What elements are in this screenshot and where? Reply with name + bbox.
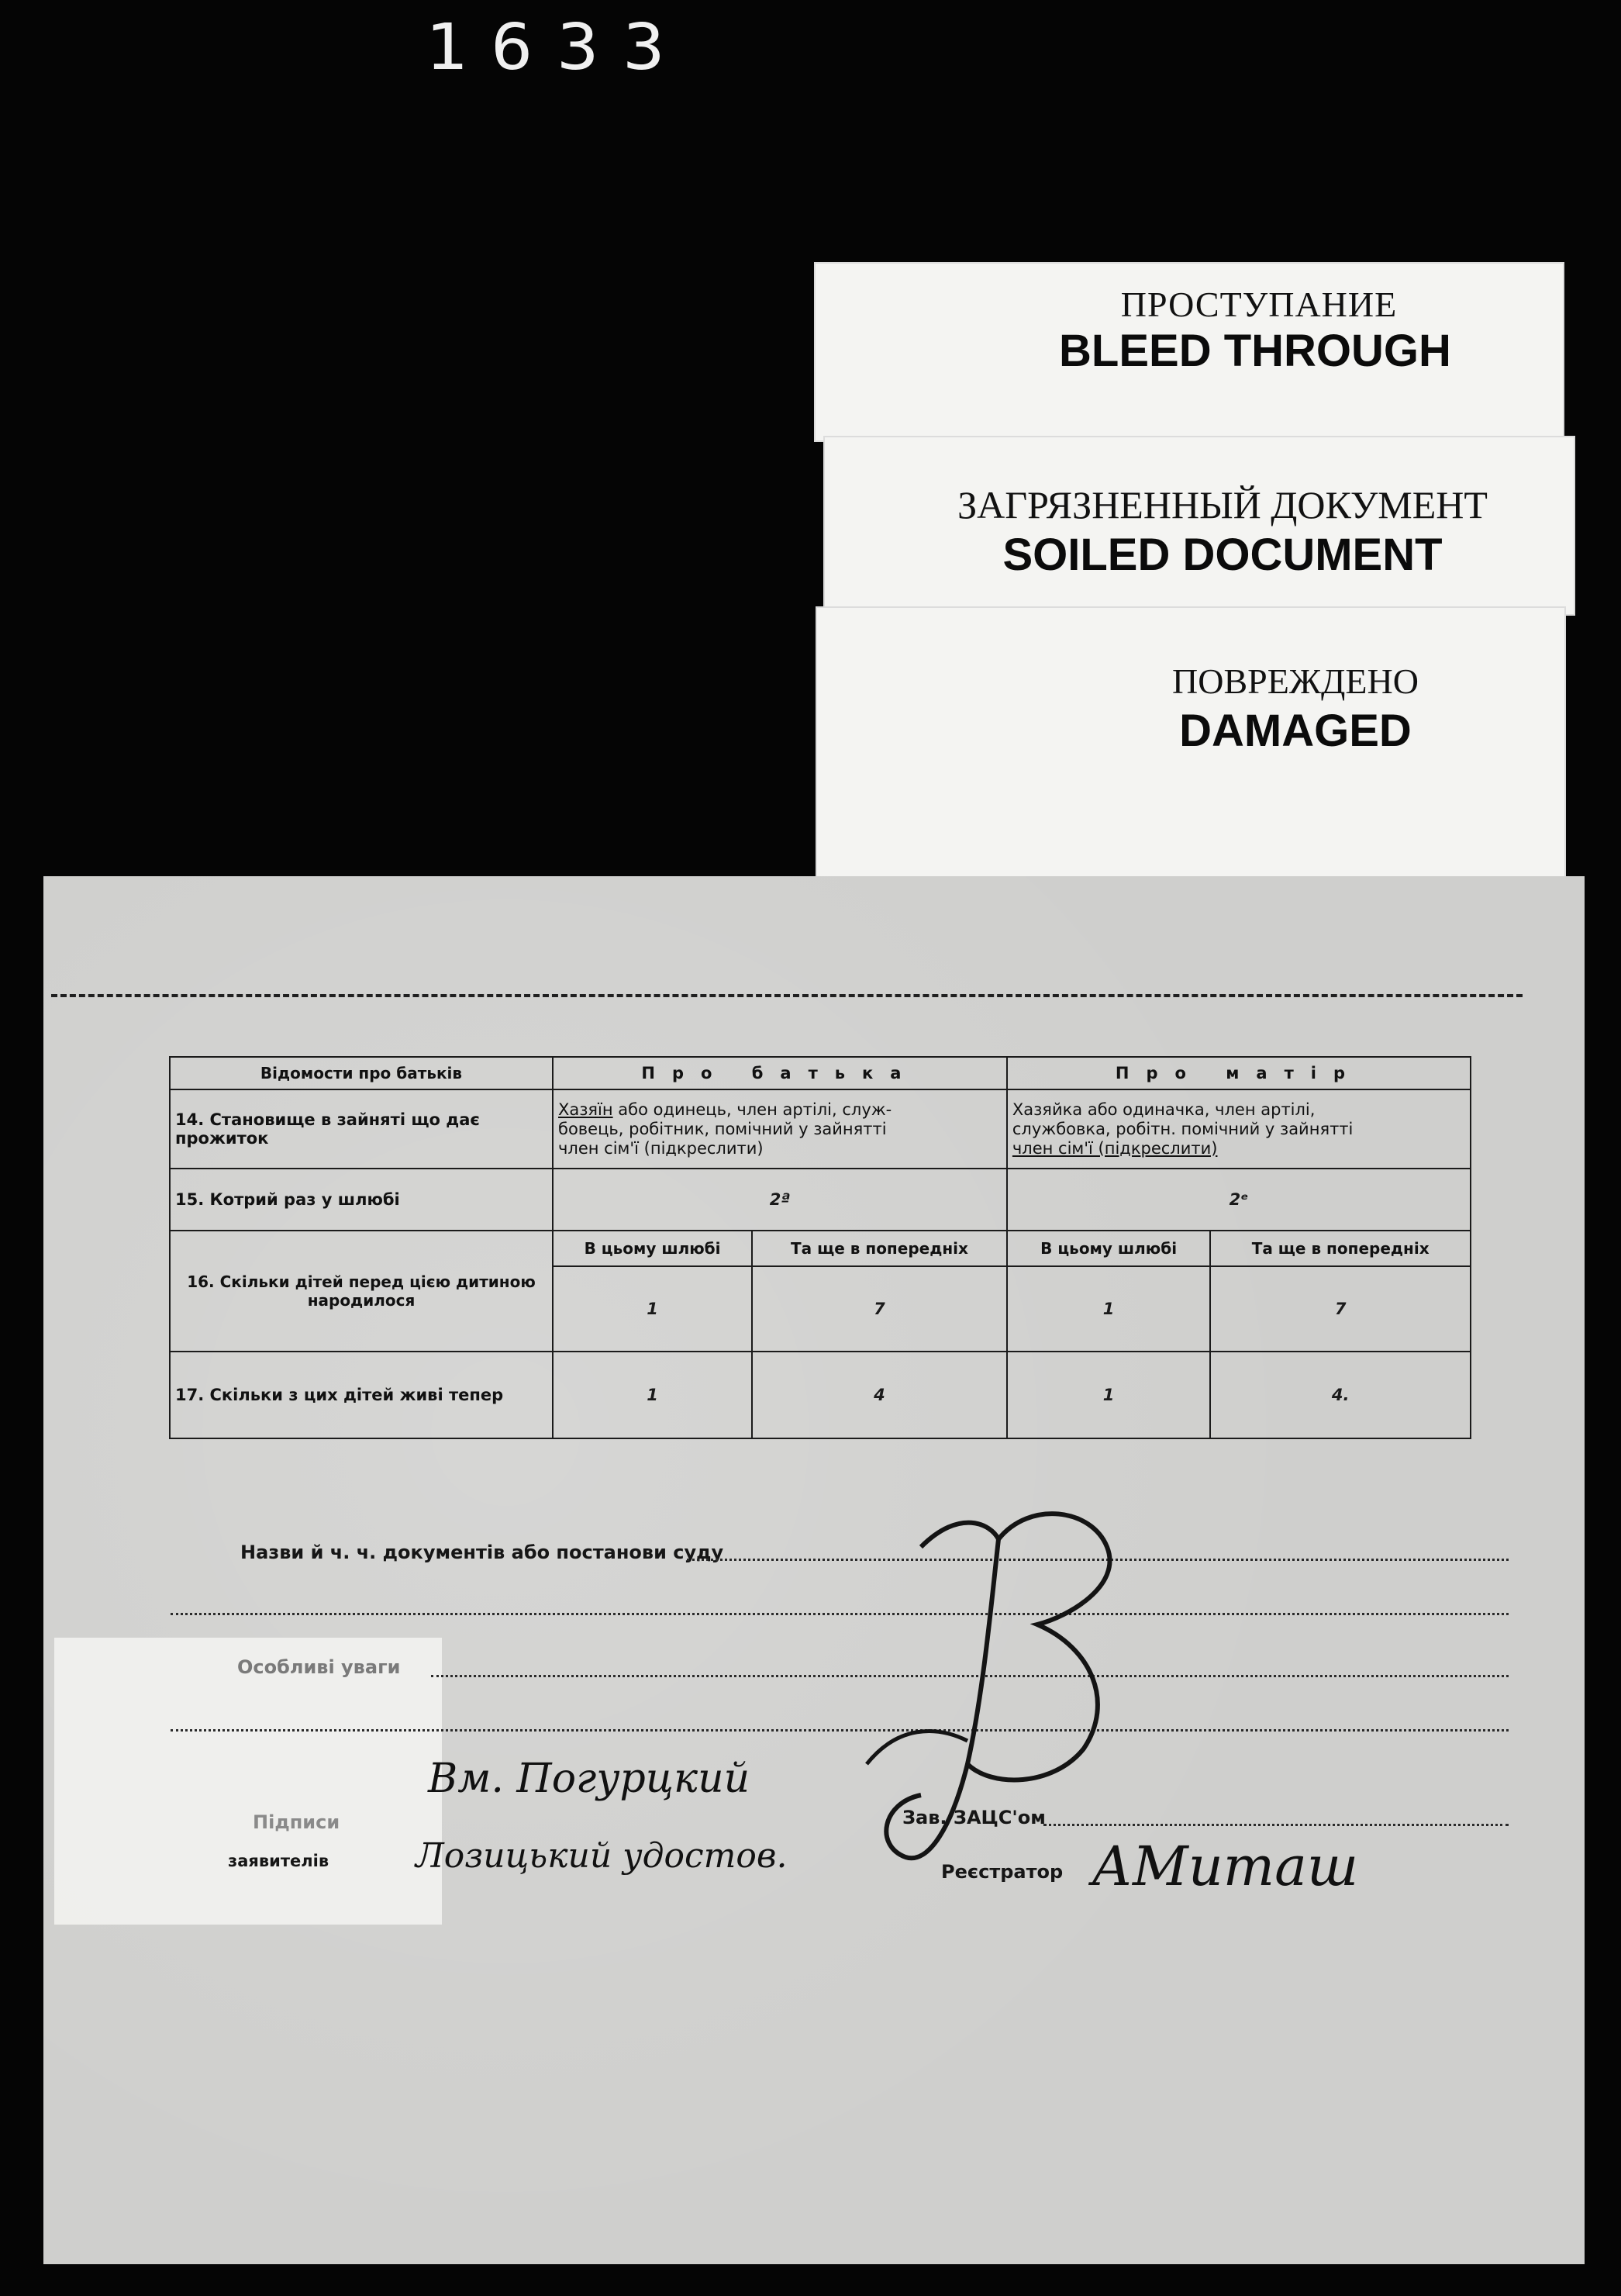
registrar-label: Реєстратор <box>941 1861 1064 1883</box>
row-14-label <box>170 1089 553 1169</box>
mother-occupation-line1: Хазяйка або одиначка, член артілі, <box>1012 1100 1316 1119</box>
row-14-number: 14. <box>175 1110 205 1129</box>
mother-marriage-count: 2ᵉ <box>1007 1169 1471 1231</box>
father-marriage-count: 2ª <box>553 1169 1007 1231</box>
father-occupation-line3: член сім'ї (підкреслити) <box>558 1138 764 1158</box>
soiled-document-ru: ЗАГРЯЗНЕННЫЙ ДОКУМЕНТ <box>957 483 1488 527</box>
row-16-text: Скільки дітей перед цією дитиною народилося <box>219 1272 536 1310</box>
header-parents-info: Відомости про батьків <box>170 1057 553 1089</box>
applicant-signature-2: Лозицький удостов. <box>416 1836 788 1876</box>
head-registry-label: Зав. ЗАЦС'ом <box>902 1807 1046 1828</box>
father-children-alive-prev: 4 <box>752 1352 1007 1438</box>
row-17-text: Скільки з цих дітей живі тепер <box>209 1386 504 1404</box>
table-row-15 <box>170 1169 1471 1231</box>
father-children-alive-this: 1 <box>553 1352 752 1438</box>
documents-label: Назви й ч. ч. документів або постанови суду <box>240 1542 724 1563</box>
table-row-17 <box>170 1352 1471 1438</box>
signatures-label-line2: заявителів <box>228 1852 329 1870</box>
header-about-father: Про батька <box>553 1057 1007 1089</box>
subheader-mother-previous: Та ще в попередніх <box>1210 1231 1471 1266</box>
bleed-through-tag <box>814 262 1564 442</box>
row-16-label <box>170 1231 553 1352</box>
damaged-tag <box>816 606 1566 879</box>
remarks-label: Особливі уваги <box>237 1656 401 1678</box>
bleed-through-en: BLEED THROUGH <box>1059 326 1451 376</box>
paper-damage-patch <box>54 1638 442 1925</box>
table-header-row <box>170 1057 1471 1089</box>
table-row-14 <box>170 1089 1471 1169</box>
registration-form-page <box>43 876 1585 2264</box>
damaged-ru: ПОВРЕЖДЕНО <box>1172 661 1419 701</box>
damaged-en: DAMAGED <box>1179 706 1412 756</box>
perforation-line <box>51 994 1523 997</box>
father-occupation-line1: або одинець, член артілі, служ- <box>612 1100 892 1119</box>
mother-children-alive-prev: 4. <box>1210 1352 1471 1438</box>
bleed-through-ru: ПРОСТУПАНИЕ <box>1120 285 1398 324</box>
soiled-document-tag <box>823 436 1575 616</box>
row-17-number: 17. <box>175 1386 205 1404</box>
row-14-text: Становище в зайняті що дає прожиток <box>175 1110 480 1148</box>
subheader-father-previous: Та ще в попередніх <box>752 1231 1007 1266</box>
row-17-label <box>170 1352 553 1438</box>
row-15-label <box>170 1169 553 1231</box>
row-15-number: 15. <box>175 1190 205 1209</box>
subheader-mother-this-marriage: В цьому шлюбі <box>1007 1231 1210 1266</box>
mother-children-born-this: 1 <box>1007 1266 1210 1352</box>
father-children-born-this: 1 <box>553 1266 752 1352</box>
registrar-signature: АМиташ <box>1092 1835 1359 1898</box>
frame-number: 1633 <box>425 11 689 85</box>
mother-occupation-line3: член сім'ї (підкреслити) <box>1012 1138 1218 1158</box>
parents-info-table <box>169 1056 1471 1439</box>
table-subheader-row <box>170 1231 1471 1266</box>
header-about-mother: Про матір <box>1007 1057 1471 1089</box>
applicant-signature-1: Вм. Погурцкий <box>428 1756 750 1802</box>
row-16-number: 16. <box>187 1272 215 1291</box>
father-occupation-line2: бовець, робітник, помічний у зайнятті <box>558 1119 887 1138</box>
subheader-father-this-marriage: В цьому шлюбі <box>553 1231 752 1266</box>
father-occupation-underlined: Хазяїн <box>558 1100 613 1119</box>
mother-children-born-prev: 7 <box>1210 1266 1471 1352</box>
soiled-document-en: SOILED DOCUMENT <box>1002 530 1443 580</box>
mother-occupation-cell <box>1007 1089 1471 1169</box>
mother-children-alive-this: 1 <box>1007 1352 1210 1438</box>
father-occupation-cell <box>553 1089 1007 1169</box>
mother-occupation-line2: службовка, робітн. помічний у зайнятті <box>1012 1119 1354 1138</box>
signatures-label-line1: Підписи <box>253 1811 340 1833</box>
father-children-born-prev: 7 <box>752 1266 1007 1352</box>
row-15-text: Котрий раз у шлюбі <box>209 1190 400 1209</box>
handwritten-mark <box>836 1493 1192 1896</box>
